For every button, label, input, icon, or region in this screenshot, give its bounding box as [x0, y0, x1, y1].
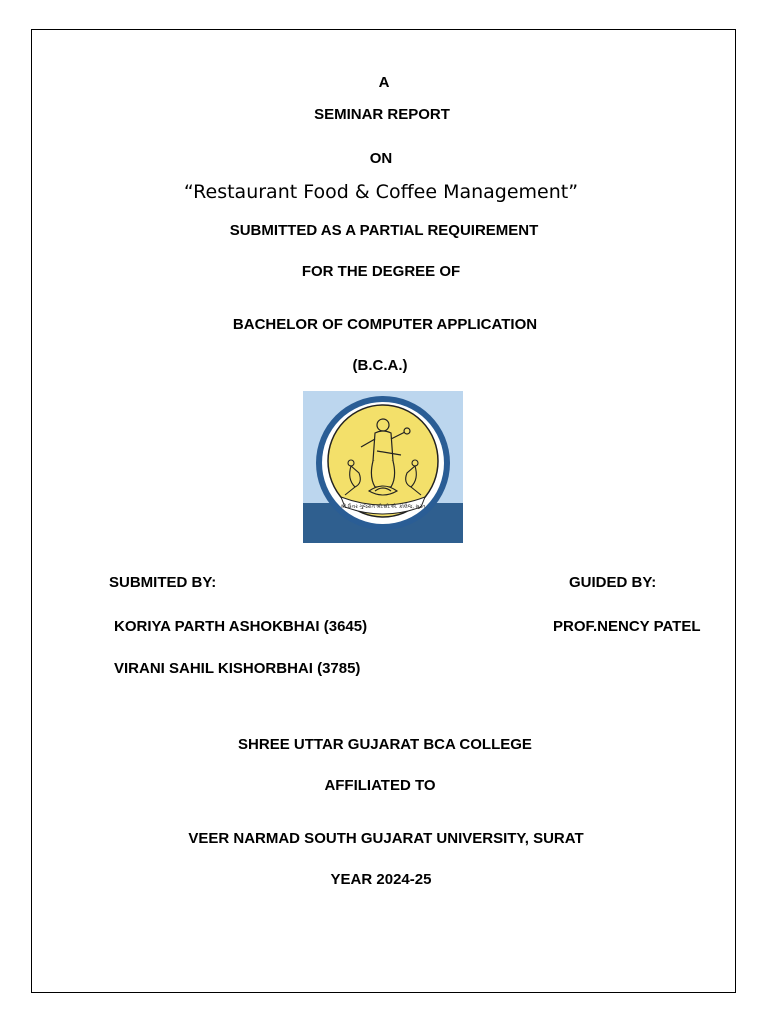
cover-line-report: SEMINAR REPORT	[314, 106, 450, 123]
report-title: “Restaurant Food & Coffee Management”	[183, 181, 579, 203]
guide-name: PROF.NENCY PATEL	[553, 618, 701, 635]
college-seal-emblem	[303, 391, 463, 543]
university-name: VEER NARMAD SOUTH GUJARAT UNIVERSITY, SURAT	[188, 830, 584, 847]
cover-line-a: A	[378, 74, 390, 91]
submitted-by-label: SUBMITED BY:	[109, 574, 217, 591]
cover-line-abbrev: (B.C.A.)	[352, 357, 408, 374]
affiliated-line: AFFILIATED TO	[324, 777, 436, 794]
cover-line-on: ON	[369, 150, 393, 167]
cover-line-submitted: SUBMITTED AS A PARTIAL REQUIREMENT	[229, 222, 539, 239]
guided-by-label: GUIDED BY:	[569, 574, 657, 591]
student-name-2: VIRANI SAHIL KISHORBHAI (3785)	[114, 660, 361, 677]
college-logo	[303, 391, 463, 543]
academic-year: YEAR 2024-25	[330, 871, 432, 888]
cover-line-bachelor: BACHELOR OF COMPUTER APPLICATION	[232, 316, 538, 333]
logo-seal-text: શ્રી ઉત્તર ગુજરાત બી.સી.એ. કોલેજ, સુરત	[340, 504, 426, 510]
student-name-1: KORIYA PARTH ASHOKBHAI (3645)	[114, 618, 368, 635]
cover-line-degree: FOR THE DEGREE OF	[301, 263, 461, 280]
college-name: SHREE UTTAR GUJARAT BCA COLLEGE	[238, 736, 532, 753]
